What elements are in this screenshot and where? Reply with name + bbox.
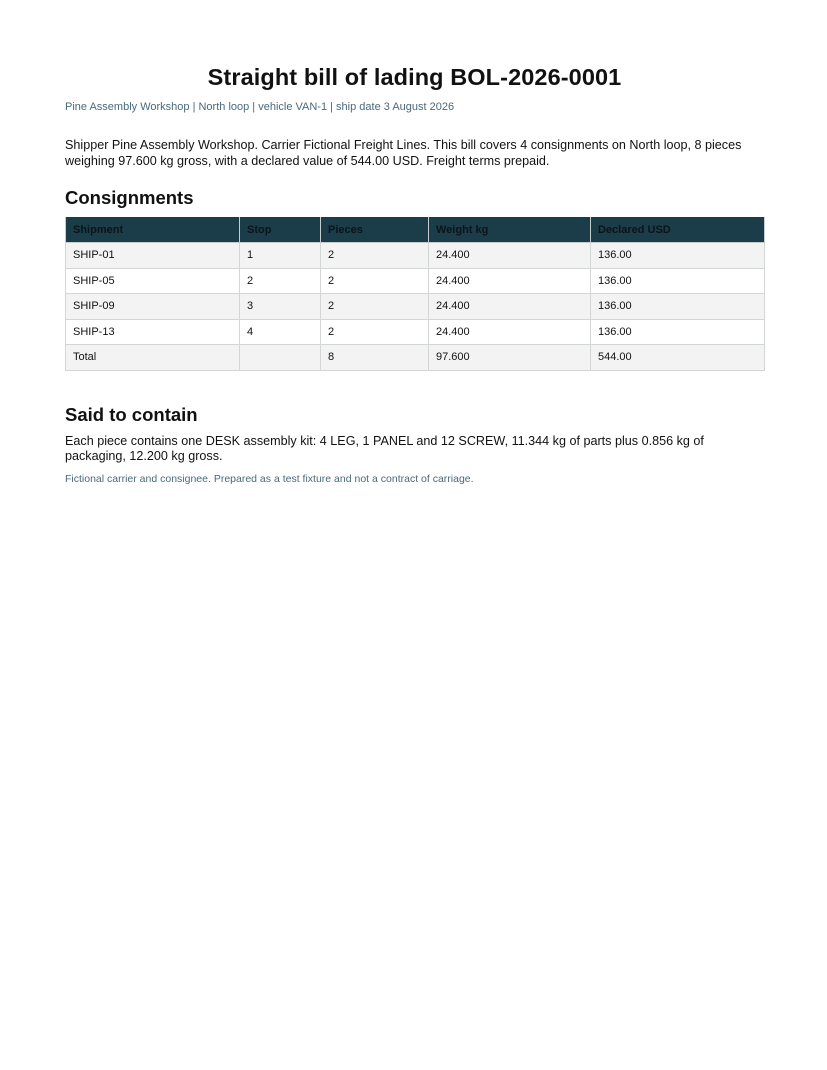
column-header-stop: Stop [240,217,321,243]
cell-shipment: SHIP-01 [66,243,240,269]
cell-declared: 136.00 [591,243,765,269]
cell-declared: 136.00 [591,294,765,320]
intro-paragraph: Shipper Pine Assembly Workshop. Carrier Fictional Freight Lines. This bill covers 4 consignments on North loop, 8 pieces weighing 97.600 kg gross, with a declared value of 544.00 USD. Freight terms prepaid. [65,138,742,168]
document-page [65,62,764,486]
table-total-row [66,345,765,371]
contents-heading: Said to contain [65,403,198,425]
cell-weight: 24.400 [429,294,591,320]
cell-declared: 136.00 [591,319,765,345]
contents-paragraph: Each piece contains one DESK assembly kit: 4 LEG, 1 PANEL and 12 SCREW, 11.344 kg of parts plus 0.856 kg of packaging, 12.200 kg gross. [65,433,704,463]
table-header-row [66,217,765,243]
cell-stop: 3 [240,294,321,320]
footnote: Fictional carrier and consignee. Prepared as a test fixture and not a contract of carriage. [65,472,474,485]
table-row [66,319,765,345]
cell-stop: 4 [240,319,321,345]
cell-shipment: SHIP-09 [66,294,240,320]
column-header-weight: Weight kg [429,217,591,243]
document-title: Straight bill of lading BOL-2026-0001 [207,64,622,90]
cell-declared: 136.00 [591,268,765,294]
cell-shipment: SHIP-05 [66,268,240,294]
cell-total-stop [240,345,321,371]
cell-stop: 1 [240,243,321,269]
cell-pieces: 2 [321,294,429,320]
table-row [66,294,765,320]
consignments-table [65,217,765,371]
cell-total-weight: 97.600 [429,345,591,371]
table-row [66,243,765,269]
cell-pieces: 2 [321,243,429,269]
cell-pieces: 2 [321,268,429,294]
table-row [66,268,765,294]
column-header-pieces: Pieces [321,217,429,243]
cell-weight: 24.400 [429,268,591,294]
cell-stop: 2 [240,268,321,294]
column-header-shipment: Shipment [66,217,240,243]
column-header-declared: Declared USD [591,217,765,243]
cell-weight: 24.400 [429,243,591,269]
cell-shipment: SHIP-13 [66,319,240,345]
cell-weight: 24.400 [429,319,591,345]
consignments-heading: Consignments [65,187,194,208]
cell-total-declared: 544.00 [591,345,765,371]
cell-total-label: Total [66,345,240,371]
cell-total-pieces: 8 [321,345,429,371]
document-meta: Pine Assembly Workshop | North loop | vehicle VAN-1 | ship date 3 August 2026 [65,101,455,113]
cell-pieces: 2 [321,319,429,345]
